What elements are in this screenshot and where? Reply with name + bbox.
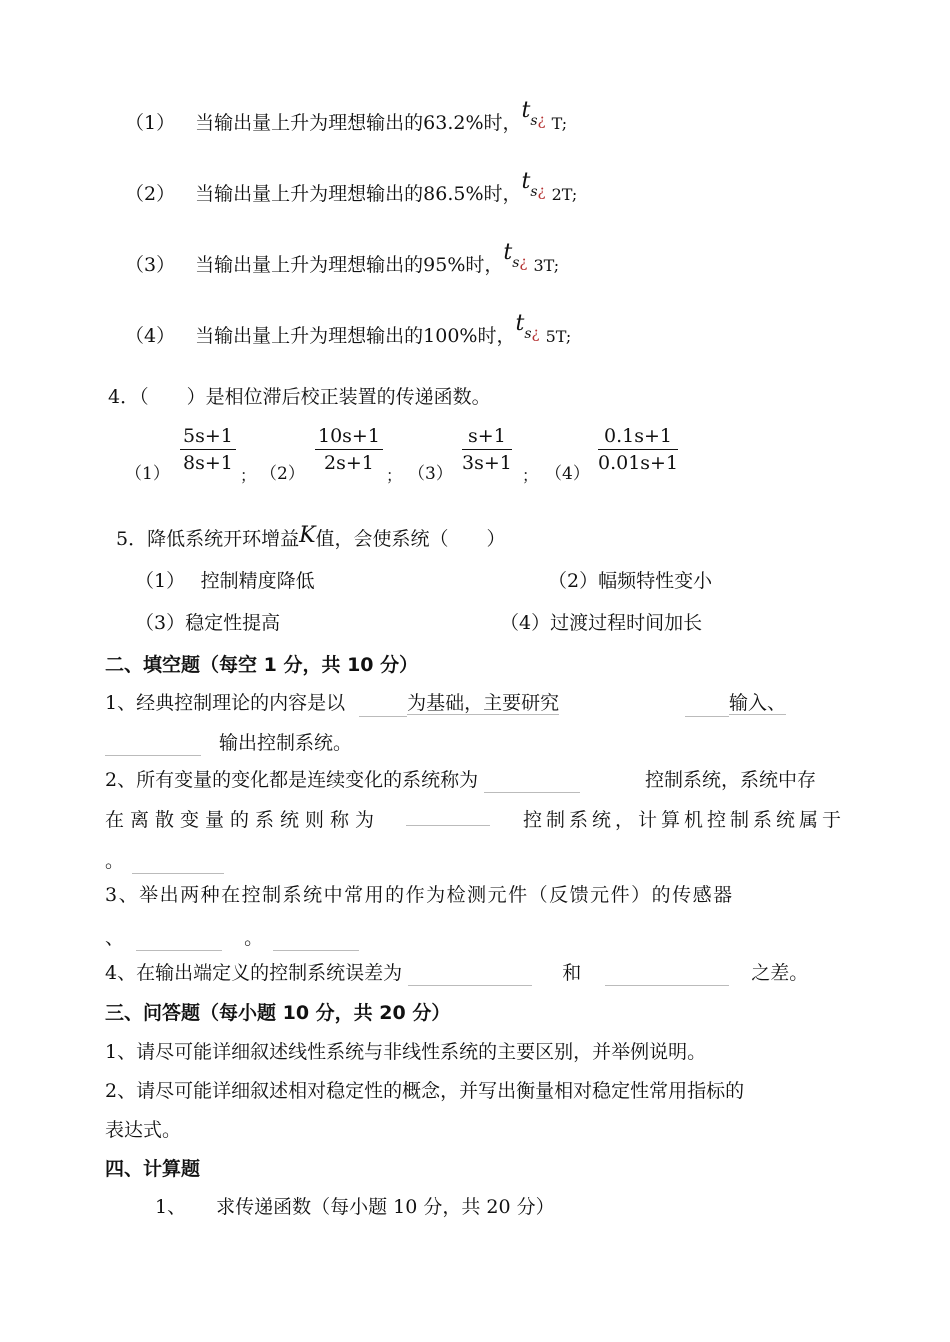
fill-q1-line2	[105, 730, 352, 756]
option-text: 当输出量上升为理想输出的100%时，	[195, 325, 516, 347]
answer-blank[interactable]	[605, 967, 729, 986]
ts-symbol	[521, 98, 538, 129]
answer-blank[interactable]	[408, 967, 532, 986]
placeholder-glyph: ¿	[537, 111, 546, 129]
ts-subscript: s	[512, 255, 520, 271]
q4-option-3-sep: ；	[522, 466, 539, 485]
fill-q2-line1	[105, 767, 580, 793]
q5-option-3: （3）稳定性提高	[135, 612, 281, 634]
q3-option-4	[125, 311, 572, 359]
section2-title: 二、填空题（每空 1 分，共 10 分）	[105, 654, 419, 676]
answer-blank[interactable]	[132, 855, 224, 874]
q4-option-3-fraction	[462, 425, 512, 474]
option-number: （1）	[125, 112, 176, 134]
ts-letter: t	[521, 98, 531, 123]
fill-q3-line1: 3、举出两种在控制系统中常用的作为检测元件（反馈元件）的传感器	[105, 884, 734, 906]
fill-q1-text-d: 输出控制系统。	[219, 732, 353, 754]
fill-q3-line2	[105, 925, 359, 951]
ts-letter: t	[521, 169, 531, 194]
ts-subscript: s	[530, 184, 538, 200]
q4-option-1-label: （1）	[125, 464, 170, 484]
q5-option-4: （4）过渡过程时间加长	[500, 612, 703, 634]
fraction-denominator: 0.01s+1	[598, 452, 679, 474]
fill-q2-text-d: 控制系统，计算机控制系统属于	[522, 809, 845, 831]
q3-option-3	[125, 240, 560, 288]
option-value: T;	[551, 114, 568, 133]
option-text: 当输出量上升为理想输出的86.5%时，	[195, 183, 522, 205]
fill-q1-line1	[105, 690, 559, 717]
option-value: 2T;	[551, 185, 578, 204]
q4-option-4-fraction	[598, 425, 678, 474]
fraction-denominator: 8s+1	[183, 452, 233, 474]
qa-question-2-line2: 表达式。	[105, 1119, 182, 1141]
q4-option-2-label: （2）	[260, 464, 305, 484]
answer-blank[interactable]	[484, 774, 580, 793]
placeholder-glyph: ¿	[531, 324, 540, 342]
q4-stem: 4．（ ）是相位滞后校正装置的传递函数。	[108, 386, 491, 408]
fill-q3-text-c: 。	[244, 927, 264, 949]
q4-option-1-fraction	[180, 425, 236, 474]
ts-letter: t	[515, 311, 525, 336]
placeholder-glyph: ¿	[537, 182, 546, 200]
answer-blank[interactable]	[685, 698, 729, 717]
q4-option-2-fraction	[315, 425, 383, 474]
q5-stem	[116, 523, 506, 552]
section4-title: 四、计算题	[105, 1158, 201, 1180]
qa-question-2-line1: 2、请尽可能详细叙述相对稳定性的概念，并写出衡量相对稳定性常用指标的	[105, 1080, 745, 1102]
gain-symbol-k: K	[299, 523, 316, 548]
option-number: （4）	[125, 325, 176, 347]
fraction-denominator: 2s+1	[324, 452, 374, 474]
calc-subsection-text: 求传递函数（每小题 10 分，共 20 分）	[216, 1196, 555, 1218]
section3-title: 三、问答题（每小题 10 分，共 20 分）	[105, 1002, 451, 1024]
ts-symbol	[521, 169, 538, 200]
fraction-numerator: s+1	[462, 425, 512, 450]
option-value: 3T;	[533, 256, 560, 275]
option-text: 当输出量上升为理想输出的63.2%时，	[195, 112, 522, 134]
ts-letter: t	[503, 240, 513, 265]
fill-q2-text-e: 。	[105, 850, 125, 872]
qa-question-1: 1、请尽可能详细叙述线性系统与非线性系统的主要区别，并举例说明。	[105, 1041, 707, 1063]
q5-stem-after: 值，会使系统（ ）	[315, 528, 506, 550]
fill-q2-line2	[105, 807, 845, 833]
answer-blank[interactable]	[406, 807, 490, 826]
fill-q2-text-b-line: 控制系统，系统中存	[645, 769, 817, 791]
fill-q1-blank2	[685, 690, 786, 717]
answer-blank[interactable]	[359, 698, 407, 717]
fill-q3-text-b: 、	[105, 927, 125, 949]
fill-q1-text-b: 为基础，主要研究	[407, 692, 560, 714]
fill-q4-text-c: 之差。	[751, 962, 809, 984]
fill-q1-text-a: 1、经典控制理论的内容是以	[105, 692, 346, 714]
q4-option-1-sep: ；	[240, 466, 257, 485]
fraction-numerator: 5s+1	[180, 425, 236, 450]
answer-blank[interactable]	[136, 932, 222, 951]
ts-symbol	[503, 240, 520, 271]
q4-option-3-label: （3）	[408, 464, 453, 484]
fill-q2-text-c: 在离散变量的系统则称为	[105, 809, 381, 831]
fraction-denominator: 3s+1	[462, 452, 512, 474]
q5-option-2: （2）幅频特性变小	[548, 570, 713, 592]
answer-blank[interactable]	[273, 932, 359, 951]
q3-option-1	[125, 98, 568, 146]
fraction-numerator: 10s+1	[315, 425, 383, 450]
fill-q4-text-b: 和	[562, 962, 582, 984]
fill-q2-line3	[105, 848, 224, 874]
fill-q1-text-c: 输入、	[729, 692, 787, 714]
q3-option-2	[125, 169, 578, 217]
ts-subscript: s	[524, 326, 532, 342]
option-number: （2）	[125, 183, 176, 205]
option-text: 当输出量上升为理想输出的95%时，	[195, 254, 504, 276]
q5-stem-before: 5．降低系统开环增益	[116, 528, 300, 550]
ts-symbol	[515, 311, 532, 342]
fill-q2-text-a: 2、所有变量的变化都是连续变化的系统称为	[105, 769, 479, 791]
fraction-numerator: 0.1s+1	[598, 425, 678, 450]
q4-option-4-label: （4）	[545, 464, 590, 484]
calc-subsection-number: 1、	[155, 1196, 187, 1218]
placeholder-glyph: ¿	[519, 253, 528, 271]
fill-q4-text-a: 4、在输出端定义的控制系统误差为	[105, 962, 403, 984]
q5-option-1: （1） 控制精度降低	[135, 570, 315, 592]
calc-subsection-1	[155, 1194, 555, 1220]
fill-q4-line	[105, 960, 808, 986]
q4-option-2-sep: ；	[386, 466, 403, 485]
option-value: 5T;	[545, 327, 572, 346]
option-number: （3）	[125, 254, 176, 276]
ts-subscript: s	[530, 113, 538, 129]
answer-blank[interactable]	[105, 737, 201, 756]
